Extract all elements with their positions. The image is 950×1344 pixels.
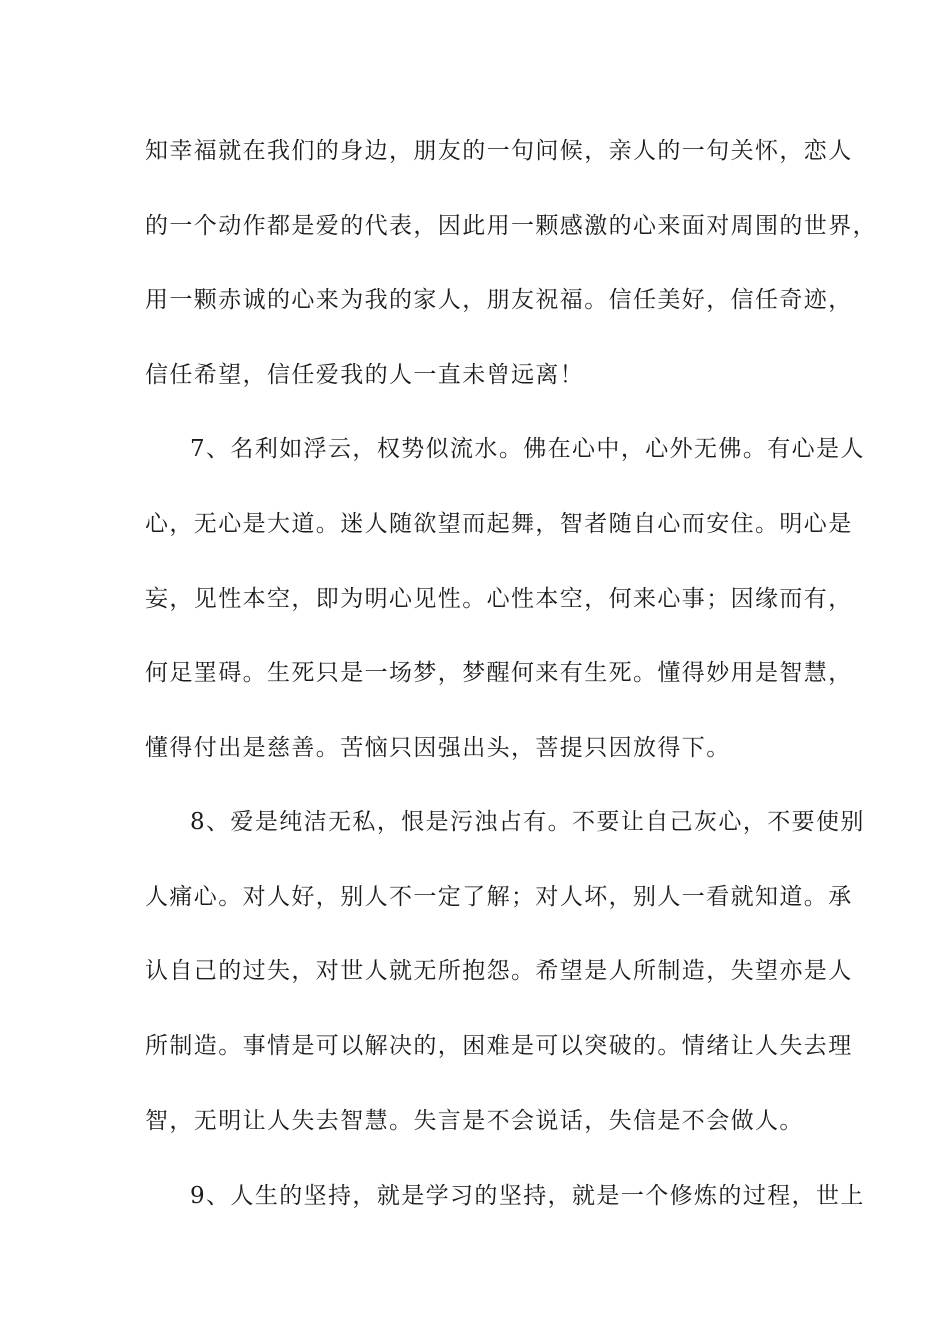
text-line-11: 人痛心。对人好，别人不一定了解；对人坏，别人一看就知道。承 <box>145 884 853 910</box>
text-line-12: 认自己的过失，对世人就无所抱怨。希望是人所制造，失望亦是人 <box>145 958 853 984</box>
text-line-1: 知幸福就在我们的身边，朋友的一句问候，亲人的一句关怀，恋人 <box>145 138 853 164</box>
text-line-14: 智，无明让人失去智慧。失言是不会说话，失信是不会做人。 <box>145 1108 804 1134</box>
text-line-8: 何足罣碍。生死只是一场梦，梦醒何来有生死。懂得妙用是智慧， <box>145 660 853 686</box>
text-line-6: 心，无心是大道。迷人随欲望而起舞，智者随自心而安住。明心是 <box>145 511 853 537</box>
text-line-4: 信任希望，信任爱我的人一直未曾远离！ <box>145 362 585 388</box>
paragraph-7-start: 7、名利如浮云，权势似流水。佛在心中，心外无佛。有心是人 <box>190 436 865 462</box>
text-line-9: 懂得付出是慈善。苦恼只因强出头，菩提只因放得下。 <box>145 735 731 761</box>
text-line-7: 妄，见性本空，即为明心见性。心性本空，何来心事；因缘而有， <box>145 586 853 612</box>
text-line-3: 用一颗赤诚的心来为我的家人，朋友祝福。信任美好，信任奇迹， <box>145 287 853 313</box>
paragraph-9-start: 9、人生的坚持，就是学习的坚持，就是一个修炼的过程，世上 <box>190 1183 865 1209</box>
text-line-2: 的一个动作都是爱的代表，因此用一颗感激的心来面对周围的世界， <box>145 213 877 239</box>
text-line-13: 所制造。事情是可以解决的，困难是可以突破的。情绪让人失去理 <box>145 1033 853 1059</box>
paragraph-8-start: 8、爱是纯洁无私，恨是污浊占有。不要让自己灰心，不要使别 <box>190 809 865 835</box>
